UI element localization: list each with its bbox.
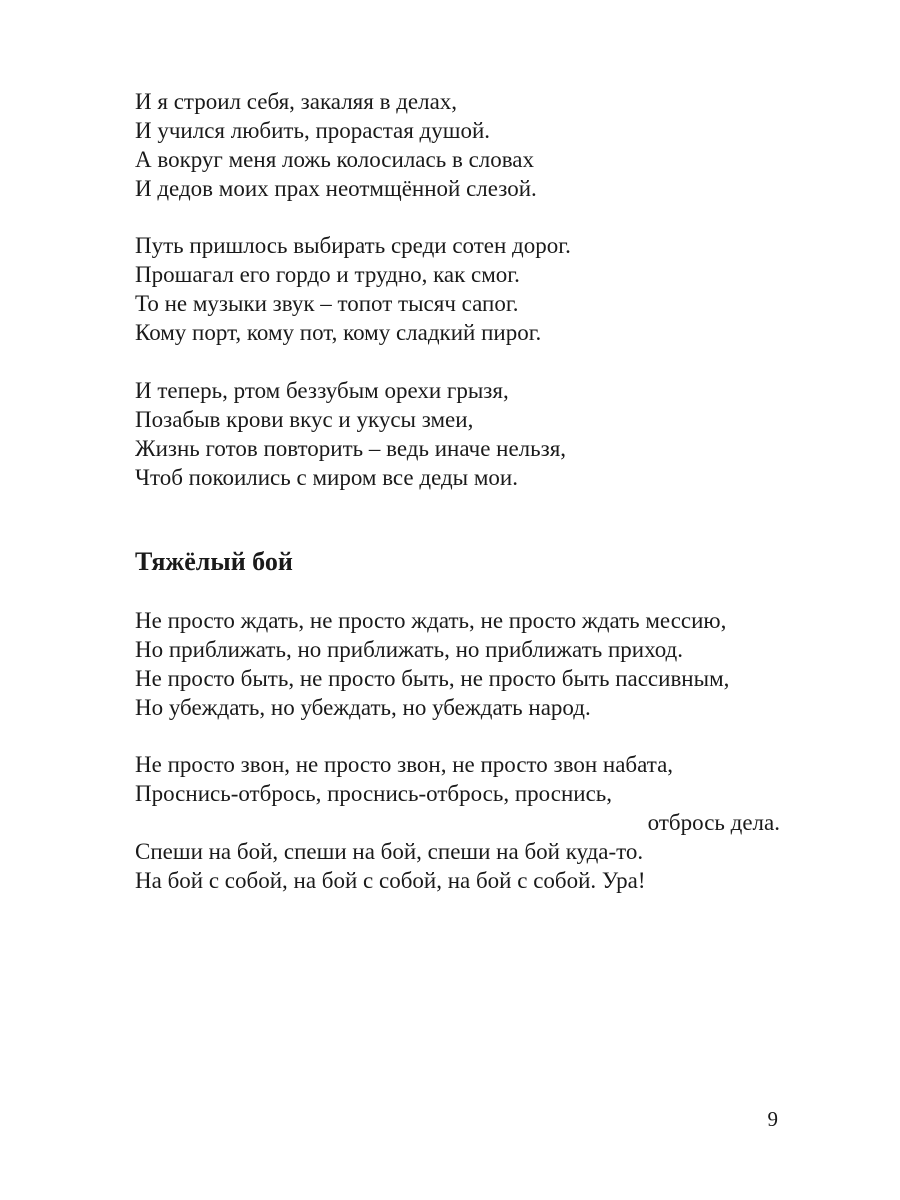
verse-line: Кому порт, кому пот, кому сладкий пирог. — [135, 320, 542, 345]
verse-line: Путь пришлось выбирать среди сотен дорог. — [135, 233, 571, 258]
verse-line: Чтоб покоились с миром все деды мои. — [135, 465, 518, 490]
verse-line-continuation: отбрось дела. — [647, 810, 780, 835]
stanza-2 — [135, 231, 780, 347]
verse-line: Спеши на бой, спеши на бой, спеши на бой куда-то. — [135, 839, 644, 864]
verse-line: На бой с собой, на бой с собой, на бой с собой. Ура! — [135, 868, 646, 893]
verse-line: Жизнь готов повторить – ведь иначе нельзя, — [135, 436, 567, 461]
verse-line: И учился любить, прорастая душой. — [135, 118, 491, 143]
verse-line: Не просто ждать, не просто ждать, не просто ждать мессию, — [135, 608, 727, 633]
verse-line: А вокруг меня ложь колосилась в словах — [135, 147, 535, 172]
verse-line: Не просто звон, не просто звон, не просто звон набата, — [135, 752, 674, 777]
stanza-3 — [135, 376, 780, 492]
stanza-1 — [135, 87, 780, 203]
verse-line: Проснись-отбрось, проснись-отбрось, проснись, — [135, 781, 613, 806]
stanza-4 — [135, 606, 780, 722]
stanza-5 — [135, 750, 780, 895]
verse-line: Но убеждать, но убеждать, но убеждать народ. — [135, 695, 591, 720]
page-number: 9 — [767, 1107, 778, 1131]
verse-line: И теперь, ртом беззубым орехи грызя, — [135, 378, 509, 403]
verse-line: И дедов моих прах неотмщённой слезой. — [135, 176, 537, 201]
verse-line: То не музыки звук – топот тысяч сапог. — [135, 291, 519, 316]
poem-title: Тяжёлый бой — [135, 547, 293, 576]
verse-line: Не просто быть, не просто быть, не просто быть пассивным, — [135, 666, 730, 691]
verse-line: И я строил себя, закаляя в делах, — [135, 89, 458, 114]
verse-line: Позабыв крови вкус и укусы змеи, — [135, 407, 474, 432]
verse-line: Но приближать, но приближать, но приближать приход. — [135, 637, 683, 662]
verse-line: Прошагал его гордо и трудно, как смог. — [135, 262, 520, 287]
